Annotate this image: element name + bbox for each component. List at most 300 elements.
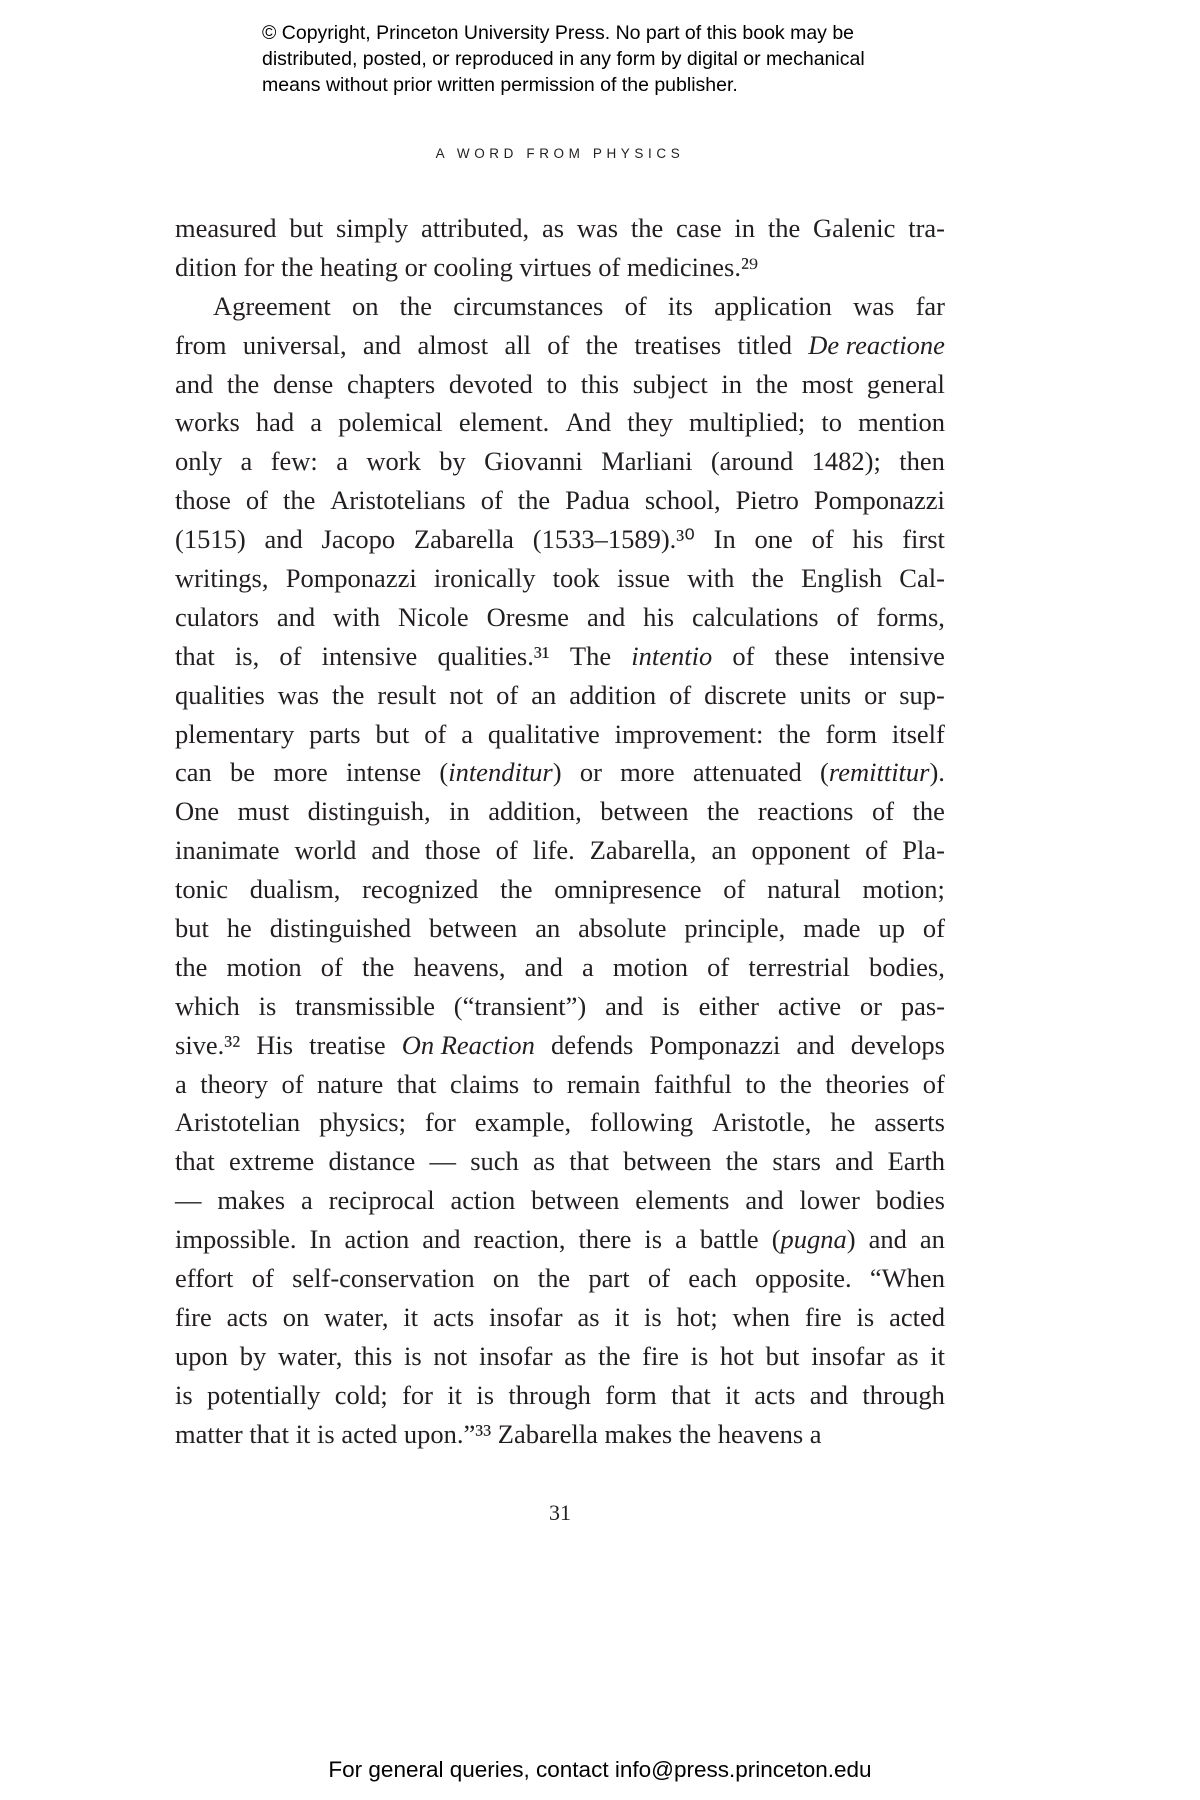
word: between — [429, 913, 518, 944]
word: for — [424, 1107, 456, 1138]
word: and — [868, 1224, 907, 1255]
word: of — [811, 524, 834, 555]
word: reciprocal — [328, 1185, 435, 1216]
word: to — [546, 368, 568, 399]
word: the — [751, 563, 784, 594]
word: Zabarella — [497, 1418, 598, 1449]
word: the — [706, 796, 740, 827]
word: it — [614, 1301, 630, 1332]
text-line — [175, 1376, 945, 1415]
word: De reactione — [808, 329, 945, 360]
word: “When — [869, 1263, 945, 1294]
word: either — [698, 990, 759, 1021]
word: insofar — [811, 1340, 885, 1371]
text-line — [175, 326, 945, 365]
word: it — [403, 1301, 419, 1332]
word: in — [734, 213, 756, 243]
word: fire — [804, 1301, 842, 1332]
word: Earth — [887, 1146, 945, 1177]
copyright-line: distributed, posted, or reproduced in any form by digital or mechanical — [262, 48, 865, 70]
word: a — [675, 1224, 687, 1255]
word: was — [277, 679, 320, 710]
word: its — [667, 290, 693, 321]
text-line — [175, 287, 945, 326]
word: multiplied; — [688, 407, 806, 438]
word: stars — [772, 1146, 821, 1177]
word: or — [859, 990, 882, 1021]
word: Oresme — [486, 601, 570, 632]
word: not — [433, 1340, 468, 1371]
word: between — [623, 1146, 712, 1177]
word: world — [294, 835, 357, 866]
word: Padua — [565, 485, 630, 516]
word: pas- — [900, 990, 945, 1021]
text-line — [175, 403, 945, 442]
word: more — [273, 757, 328, 788]
text-line — [175, 948, 945, 987]
word: must — [237, 796, 290, 827]
word: units — [799, 679, 852, 710]
word: of — [251, 1263, 274, 1294]
copyright-notice — [262, 20, 982, 98]
word: his — [852, 524, 884, 555]
word: by — [239, 1340, 267, 1371]
word: only — [175, 446, 223, 477]
word: the — [767, 213, 801, 243]
word: simply — [336, 213, 409, 243]
word: of — [547, 329, 570, 360]
word: this — [354, 1340, 393, 1371]
word: Zabarella, — [589, 835, 697, 866]
word: Galenic — [813, 213, 896, 243]
word: Pomponazzi — [285, 563, 417, 594]
word: makes — [604, 1418, 673, 1449]
word: and — [175, 368, 214, 399]
word: and — [524, 951, 563, 982]
word: from — [175, 329, 227, 360]
word: qualities.³¹ — [437, 640, 550, 671]
word: is — [258, 990, 277, 1021]
word: on — [492, 1263, 520, 1294]
text-line — [175, 209, 945, 248]
word: the — [500, 874, 533, 905]
word: it — [930, 1340, 945, 1371]
word: intensive — [849, 640, 945, 671]
word: through — [508, 1379, 591, 1410]
word: the — [537, 1263, 571, 1294]
word: almost — [417, 329, 489, 360]
word: or — [404, 251, 427, 282]
word: (pugna) — [771, 1224, 856, 1255]
word: first — [902, 524, 945, 555]
word: inanimate — [175, 835, 280, 866]
word: application — [714, 290, 832, 321]
word: recognized — [362, 874, 479, 905]
text-line — [175, 637, 945, 676]
word: bodies, — [869, 951, 945, 982]
word: In — [713, 524, 736, 555]
word: dense — [272, 368, 334, 399]
word: universal, — [242, 329, 347, 360]
word: treatise — [309, 1029, 386, 1060]
word: is — [662, 990, 680, 1021]
copyright-line: means without prior written permission of the publisher. — [262, 74, 738, 96]
word: opponent — [751, 835, 851, 866]
word: each — [688, 1263, 737, 1294]
word: addition — [569, 679, 657, 710]
word: and — [586, 601, 626, 632]
word: Pla- — [902, 835, 945, 866]
word: he — [226, 913, 252, 944]
word: The — [569, 640, 612, 671]
word: and — [371, 835, 410, 866]
word: it — [295, 1418, 311, 1449]
word: of — [598, 251, 621, 282]
word: a — [175, 1068, 187, 1099]
word: the — [912, 796, 945, 827]
word: water, — [277, 1340, 343, 1371]
word: that — [569, 1146, 610, 1177]
word: principle, — [684, 913, 786, 944]
word: of — [865, 835, 888, 866]
word: this — [580, 368, 620, 399]
word: culators — [175, 601, 259, 632]
word: lower — [799, 1185, 860, 1216]
word: dualism, — [249, 874, 341, 905]
word: (“transient”) — [453, 990, 587, 1021]
word: and — [605, 990, 644, 1021]
text-line — [175, 987, 945, 1026]
word: not — [449, 679, 484, 710]
word: of — [669, 679, 692, 710]
word: acted — [889, 1301, 945, 1332]
word: but — [289, 213, 324, 243]
word: medicines.²⁹ — [626, 251, 759, 282]
word: it — [447, 1379, 463, 1410]
word: as — [541, 213, 565, 243]
word: acts — [432, 1301, 475, 1332]
word: an — [919, 1224, 945, 1255]
word: natural — [767, 874, 841, 905]
word: of — [871, 796, 895, 827]
word: intentio — [631, 640, 713, 671]
word: reactions — [757, 796, 854, 827]
word: distinguished — [269, 913, 412, 944]
word: sive.³² — [175, 1029, 241, 1060]
word: transmissible — [295, 990, 435, 1021]
word: Aristotle, — [712, 1107, 812, 1138]
word: with — [687, 563, 735, 594]
word: active — [777, 990, 842, 1021]
word: makes — [217, 1185, 286, 1216]
word: dition — [175, 251, 237, 282]
word: as — [577, 1301, 600, 1332]
word: the — [585, 329, 619, 360]
word: hot — [720, 1340, 754, 1371]
word: of — [480, 485, 503, 516]
word: of — [496, 679, 519, 710]
word: action — [450, 1185, 516, 1216]
word: and — [796, 1029, 835, 1060]
word: (remittitur). — [820, 757, 945, 788]
word: intense — [346, 757, 422, 788]
word: it — [725, 1379, 740, 1410]
word: insofar — [479, 1340, 553, 1371]
text-line — [175, 1065, 945, 1104]
word: those — [424, 835, 481, 866]
word: but — [765, 1340, 800, 1371]
word: His — [256, 1029, 294, 1060]
word: parts — [309, 718, 361, 749]
word: forms, — [876, 601, 945, 632]
word: sup- — [899, 679, 945, 710]
word: attenuated — [692, 757, 802, 788]
word: acts — [754, 1379, 796, 1410]
word: an — [535, 913, 561, 944]
word: school, — [644, 485, 721, 516]
word: English — [801, 563, 883, 594]
word: chapters — [346, 368, 436, 399]
word: remain — [566, 1068, 641, 1099]
word: Aristotelians — [330, 485, 466, 516]
word: polemical — [338, 407, 443, 438]
word: a — [809, 1418, 822, 1449]
word: Pomponazzi — [813, 485, 945, 516]
word: titled — [737, 329, 792, 360]
word: of — [723, 874, 746, 905]
word: those — [175, 485, 231, 516]
word: elements — [635, 1185, 730, 1216]
word: with — [333, 601, 381, 632]
word: upon.”³³ — [403, 1418, 492, 1449]
word: upon — [175, 1340, 228, 1371]
word: is — [404, 1340, 422, 1371]
word: develops — [850, 1029, 945, 1060]
word: that — [175, 1146, 215, 1177]
word: itself — [891, 718, 945, 749]
word: the — [778, 718, 811, 749]
word: result — [377, 679, 437, 710]
word: the — [517, 485, 551, 516]
word: Agreement — [213, 290, 331, 321]
word: Pomponazzi — [649, 1029, 781, 1060]
word: improvement: — [614, 718, 764, 749]
word: a — [240, 446, 253, 477]
word: which — [175, 990, 240, 1021]
word: qualitative — [487, 718, 600, 749]
word: heavens — [717, 1418, 804, 1449]
word: but — [375, 718, 410, 749]
word: as — [564, 1340, 587, 1371]
word: is — [476, 1379, 495, 1410]
text-line — [175, 481, 945, 520]
word: Zabarella — [413, 524, 514, 555]
word: when — [732, 1301, 791, 1332]
word: took — [552, 563, 600, 594]
text-line — [175, 1298, 945, 1337]
word: acts — [226, 1301, 268, 1332]
text-line — [175, 598, 945, 637]
word: tra- — [908, 213, 945, 243]
word: there — [578, 1224, 632, 1255]
word: for — [402, 1379, 433, 1410]
word: potentially — [207, 1379, 321, 1410]
word: an — [711, 835, 737, 866]
word: And — [565, 407, 612, 438]
word: motion; — [862, 874, 945, 905]
word: heavens, — [413, 951, 506, 982]
word: form — [605, 1379, 657, 1410]
word: the — [725, 1146, 759, 1177]
word: defends — [550, 1029, 634, 1060]
word: to — [745, 1068, 767, 1099]
word: the — [226, 368, 260, 399]
word: general — [866, 368, 945, 399]
text-line — [175, 1026, 945, 1065]
text-line — [175, 520, 945, 559]
word: to — [532, 1068, 554, 1099]
word: motion — [612, 951, 689, 982]
footer-contact: For general queries, contact info@press.princeton.edu — [328, 1757, 872, 1782]
text-line — [175, 559, 945, 598]
word: his — [643, 601, 675, 632]
word: works — [175, 407, 240, 438]
word: insofar — [489, 1301, 563, 1332]
word: part — [588, 1263, 630, 1294]
word: of — [281, 1068, 304, 1099]
word: on — [282, 1301, 310, 1332]
word: made — [803, 913, 861, 944]
text-line — [175, 442, 945, 481]
word: far — [915, 290, 945, 321]
word: the — [175, 951, 208, 982]
word: is — [644, 1224, 663, 1255]
word: physics; — [319, 1107, 406, 1138]
word: all — [504, 329, 531, 360]
word: the — [678, 1418, 712, 1449]
text-line — [175, 1181, 945, 1220]
word: (1533–1589).³⁰ — [532, 524, 695, 555]
word: 1482); — [811, 446, 881, 477]
word: of — [424, 718, 447, 749]
word: cooling — [433, 251, 513, 282]
word: theories — [825, 1068, 910, 1099]
word: and — [276, 601, 316, 632]
word: fire — [642, 1340, 679, 1371]
word: subject — [632, 368, 708, 399]
word: is — [643, 1301, 662, 1332]
word: Cal- — [899, 563, 945, 594]
word: between — [531, 1185, 620, 1216]
word: such — [470, 1146, 519, 1177]
word: that — [249, 1418, 290, 1449]
word: by — [439, 446, 466, 477]
text-line — [175, 676, 945, 715]
word: calculations — [692, 601, 819, 632]
word: the — [630, 213, 664, 243]
word: One — [175, 796, 220, 827]
word: mention — [858, 407, 945, 438]
word: a — [582, 951, 594, 982]
word: he — [830, 1107, 856, 1138]
word: be — [230, 757, 256, 788]
word: Jacopo — [321, 524, 396, 555]
word: and — [362, 329, 402, 360]
word: is — [175, 1379, 193, 1410]
word: the — [332, 679, 365, 710]
text-line — [175, 1220, 945, 1259]
word: circumstances — [453, 290, 604, 321]
word: — — [175, 1185, 202, 1216]
word: is, — [234, 640, 260, 671]
word: nature — [317, 1068, 384, 1099]
word: distance — [328, 1146, 416, 1177]
word: (intenditur) — [439, 757, 562, 788]
word: measured — [175, 213, 277, 243]
word: a — [310, 407, 323, 438]
word: but — [175, 913, 209, 944]
text-line — [175, 1415, 945, 1454]
word: and — [745, 1185, 784, 1216]
word: more — [620, 757, 675, 788]
word: up — [878, 913, 905, 944]
page-number: 31 — [549, 1500, 571, 1525]
word: and — [809, 1379, 849, 1410]
word: that — [396, 1068, 437, 1099]
word: self-conservation — [292, 1263, 475, 1294]
word: virtues — [519, 251, 592, 282]
word: cold; — [334, 1379, 388, 1410]
text-line — [175, 1142, 945, 1181]
word: in — [721, 368, 743, 399]
text-line — [175, 1259, 945, 1298]
word: distinguish, — [307, 796, 431, 827]
word: the — [755, 368, 789, 399]
word: motion — [226, 951, 302, 982]
word: matter — [175, 1418, 243, 1449]
text-line — [175, 870, 945, 909]
word: of — [922, 1068, 945, 1099]
word: case — [676, 213, 722, 243]
word: asserts — [874, 1107, 945, 1138]
word: a — [461, 718, 473, 749]
word: claims — [450, 1068, 520, 1099]
word: water, — [324, 1301, 389, 1332]
word: acted — [341, 1418, 398, 1449]
word: intensive — [321, 640, 418, 671]
word: Giovanni — [484, 446, 583, 477]
text-line — [175, 365, 945, 404]
word: that — [671, 1379, 711, 1410]
word: Pietro — [735, 485, 799, 516]
word: discrete — [704, 679, 787, 710]
word: and — [835, 1146, 874, 1177]
text-line — [175, 248, 945, 287]
word: absolute — [578, 913, 667, 944]
word: impossible. — [175, 1224, 297, 1255]
word: for — [243, 251, 275, 282]
word: of — [707, 951, 730, 982]
word: bodies — [875, 1185, 945, 1216]
copyright-line: © Copyright, Princeton University Press. No part of this book may be — [262, 22, 855, 44]
word: (around — [710, 446, 794, 477]
word: as — [533, 1146, 556, 1177]
word: Aristotelian — [175, 1107, 301, 1138]
word: the — [399, 290, 433, 321]
word: that — [175, 640, 215, 671]
word: omnipresence — [554, 874, 702, 905]
word: a — [300, 1185, 313, 1216]
